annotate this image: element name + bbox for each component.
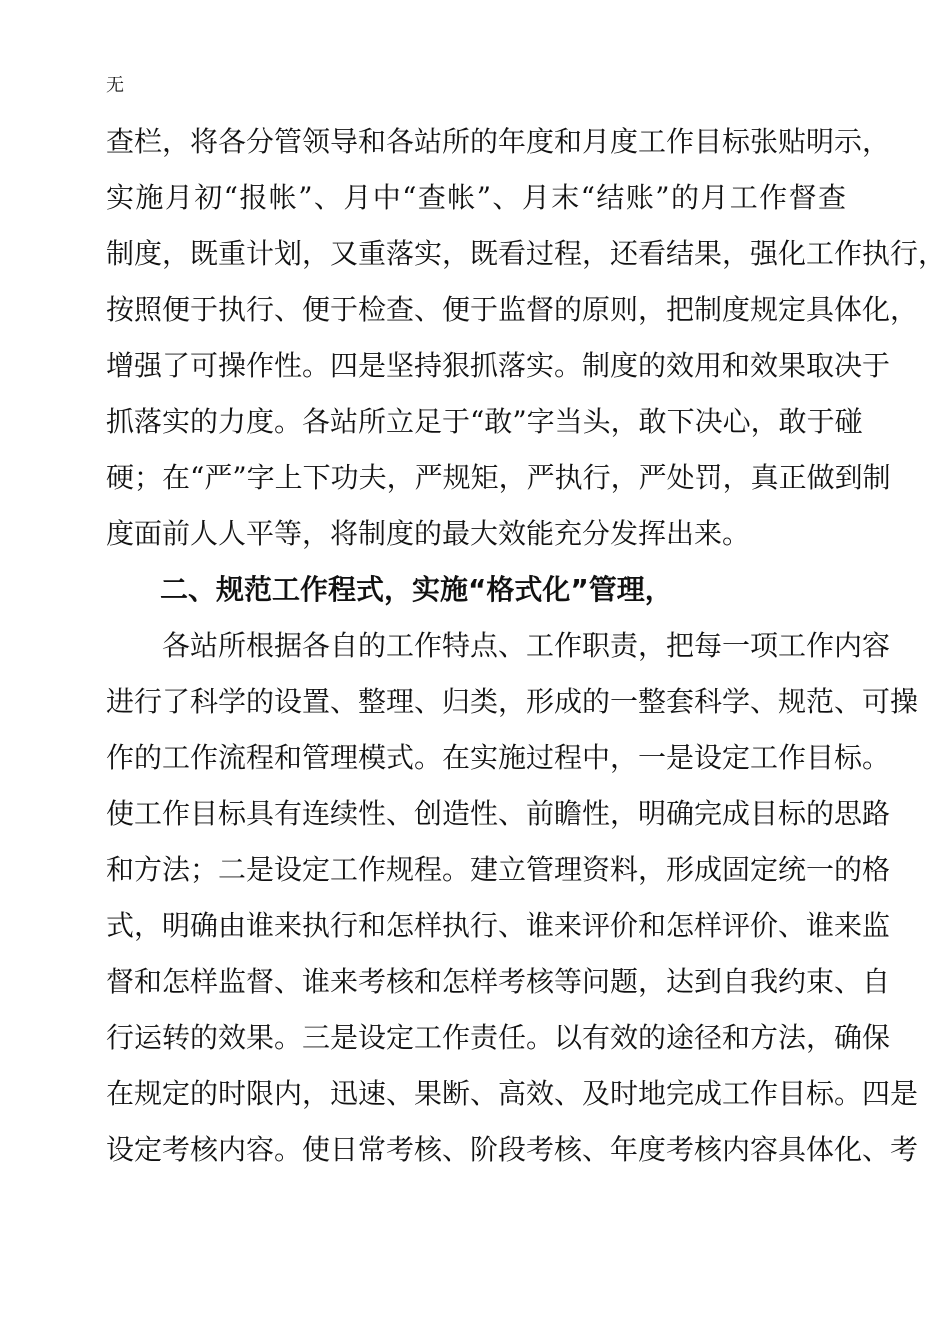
paragraph2-line-4: 使工作目标具有连续性、创造性、前瞻性，明确完成目标的思路: [106, 797, 891, 830]
paragraph1-line-6: 抓落实的力度。各站所立足于“敢”字当头，敢下决心，敢于碰: [106, 405, 863, 438]
paragraph1-line-3: 制度，既重计划，又重落实，既看过程，还看结果，强化工作执行，: [106, 237, 947, 270]
paragraph2-line-3: 作的工作流程和管理模式。在实施过程中，一是设定工作目标。: [106, 741, 891, 774]
paragraph1-line-8: 度面前人人平等，将制度的最大效能充分发挥出来。: [106, 517, 751, 550]
section-heading-2: 二、规范工作程式，实施“格式化”管理，: [160, 573, 673, 606]
header-mark: 无: [106, 75, 124, 96]
paragraph1-line-1: 查栏，将各分管领导和各站所的年度和月度工作目标张贴明示，: [106, 125, 891, 158]
paragraph2-line-2: 进行了科学的设置、整理、归类，形成的一整套科学、规范、可操: [106, 685, 919, 718]
paragraph1-line-7: 硬；在“严”字上下功夫，严规矩，严执行，严处罚，真正做到制: [106, 461, 891, 494]
paragraph2-line-10: 设定考核内容。使日常考核、阶段考核、年度考核内容具体化、考: [106, 1133, 919, 1166]
paragraph2-line-8: 行运转的效果。三是设定工作责任。以有效的途径和方法，确保: [106, 1021, 891, 1054]
paragraph2-line-1: 各站所根据各自的工作特点、工作职责，把每一项工作内容: [162, 629, 891, 662]
paragraph2-line-6: 式，明确由谁来执行和怎样执行、谁来评价和怎样评价、谁来监: [106, 909, 891, 942]
paragraph2-line-5: 和方法；二是设定工作规程。建立管理资料，形成固定统一的格: [106, 853, 891, 886]
paragraph2-line-9: 在规定的时限内，迅速、果断、高效、及时地完成工作目标。四是: [106, 1077, 919, 1110]
paragraph1-line-2: 实施月初“报帐”、月中“查帐”、月末“结账”的月工作督查: [106, 181, 846, 214]
paragraph2-line-7: 督和怎样监督、谁来考核和怎样考核等问题，达到自我约束、自: [106, 965, 891, 998]
paragraph1-line-4: 按照便于执行、便于检查、便于监督的原则，把制度规定具体化，: [106, 293, 919, 326]
paragraph1-line-5: 增强了可操作性。四是坚持狠抓落实。制度的效用和效果取决于: [106, 349, 891, 382]
